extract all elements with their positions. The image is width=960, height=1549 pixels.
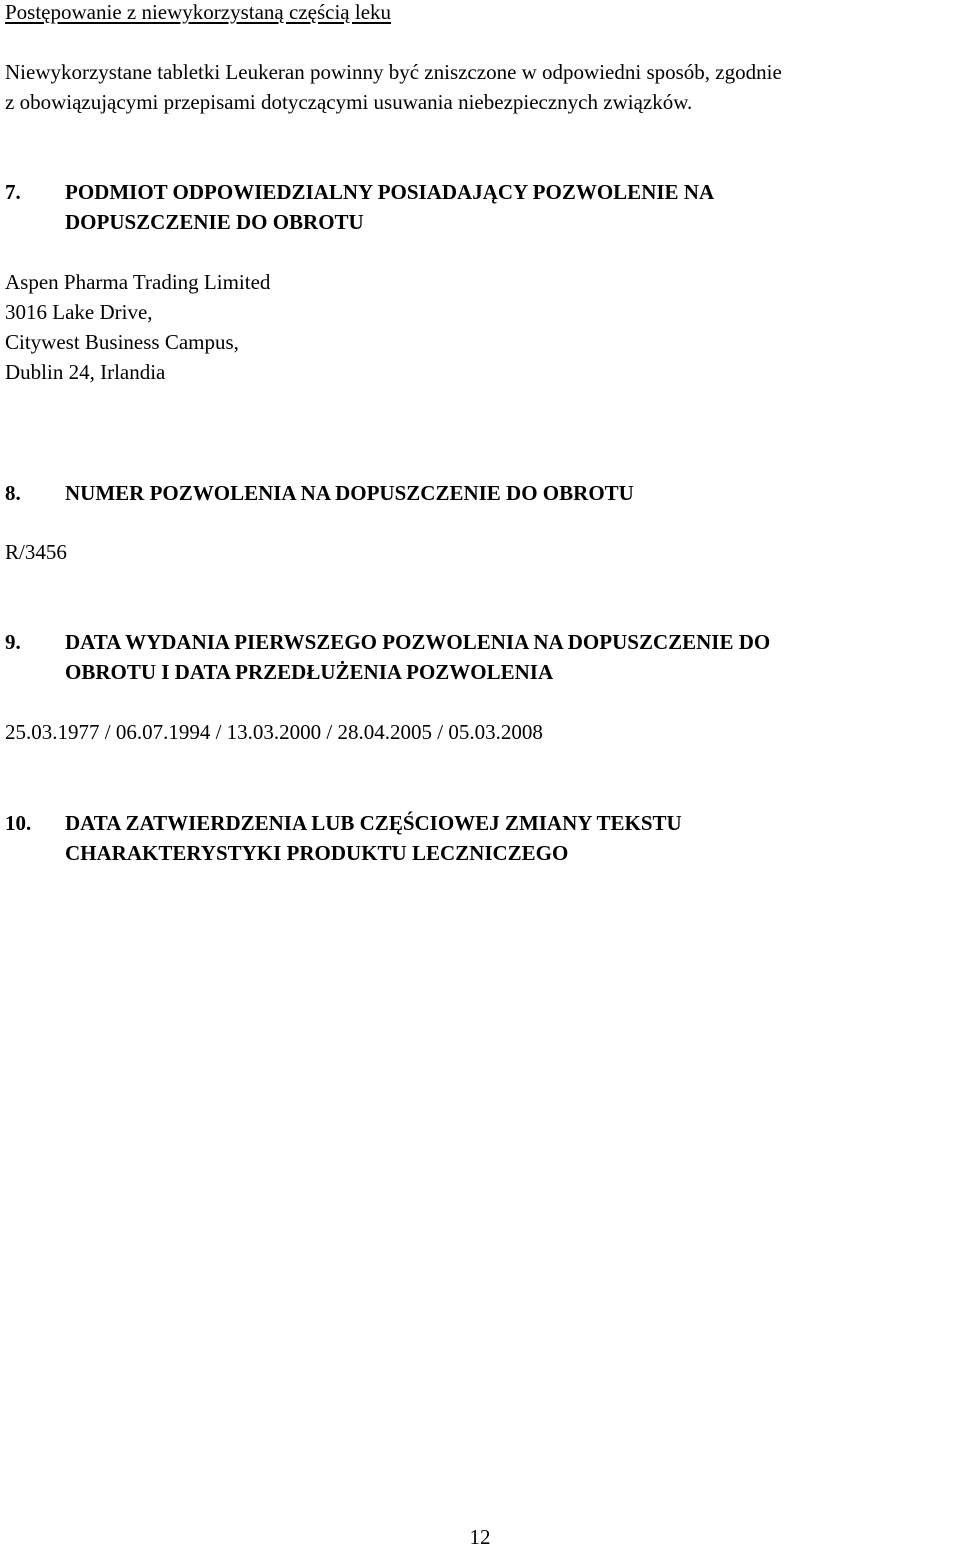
section-9-heading (5, 627, 770, 687)
disposal-text-line-2: z obowiązującymi przepisami dotyczącymi usuwania niebezpiecznych związków. (5, 90, 693, 114)
address-line-4: Dublin 24, Irlandia (5, 360, 166, 384)
section-7-title-line-1: PODMIOT ODPOWIEDZIALNY POSIADAJĄCY POZWOLENIE NA (65, 180, 715, 204)
section-9-number: 9. (5, 630, 21, 654)
authorization-dates: 25.03.1977 / 06.07.1994 / 13.03.2000 / 28.04.2005 / 05.03.2008 (5, 720, 543, 744)
section-9-title-line-1: DATA WYDANIA PIERWSZEGO POZWOLENIA NA DOPUSZCZENIE DO (65, 630, 771, 654)
section-7-title-line-2: DOPUSZCZENIE DO OBROTU (65, 210, 364, 234)
section-8-heading (5, 478, 634, 508)
section-10-title-line-1: DATA ZATWIERDZENIA LUB CZĘŚCIOWEJ ZMIANY TEKSTU (65, 811, 682, 835)
page-number: 12 (469, 1525, 491, 1549)
section-7-number: 7. (5, 180, 21, 204)
section-8-title: NUMER POZWOLENIA NA DOPUSZCZENIE DO OBROTU (65, 481, 634, 505)
section-7-heading (5, 177, 714, 237)
section-9-title-line-2: OBROTU I DATA PRZEDŁUŻENIA POZWOLENIA (65, 660, 554, 684)
disposal-text-line-1: Niewykorzystane tabletki Leukeran powinny być zniszczone w odpowiedni sposób, zgodnie (5, 60, 782, 84)
authorization-number: R/3456 (5, 540, 67, 564)
section-10-heading (5, 808, 682, 868)
address-line-3: Citywest Business Campus, (5, 330, 239, 354)
address-line-1: Aspen Pharma Trading Limited (5, 270, 271, 294)
section-10-title-line-2: CHARAKTERYSTYKI PRODUKTU LECZNICZEGO (65, 841, 569, 865)
section-8-number: 8. (5, 481, 21, 505)
disposal-heading: Postępowanie z niewykorzystaną częścią leku (5, 0, 392, 24)
section-10-number: 10. (5, 811, 32, 835)
address-line-2: 3016 Lake Drive, (5, 300, 153, 324)
